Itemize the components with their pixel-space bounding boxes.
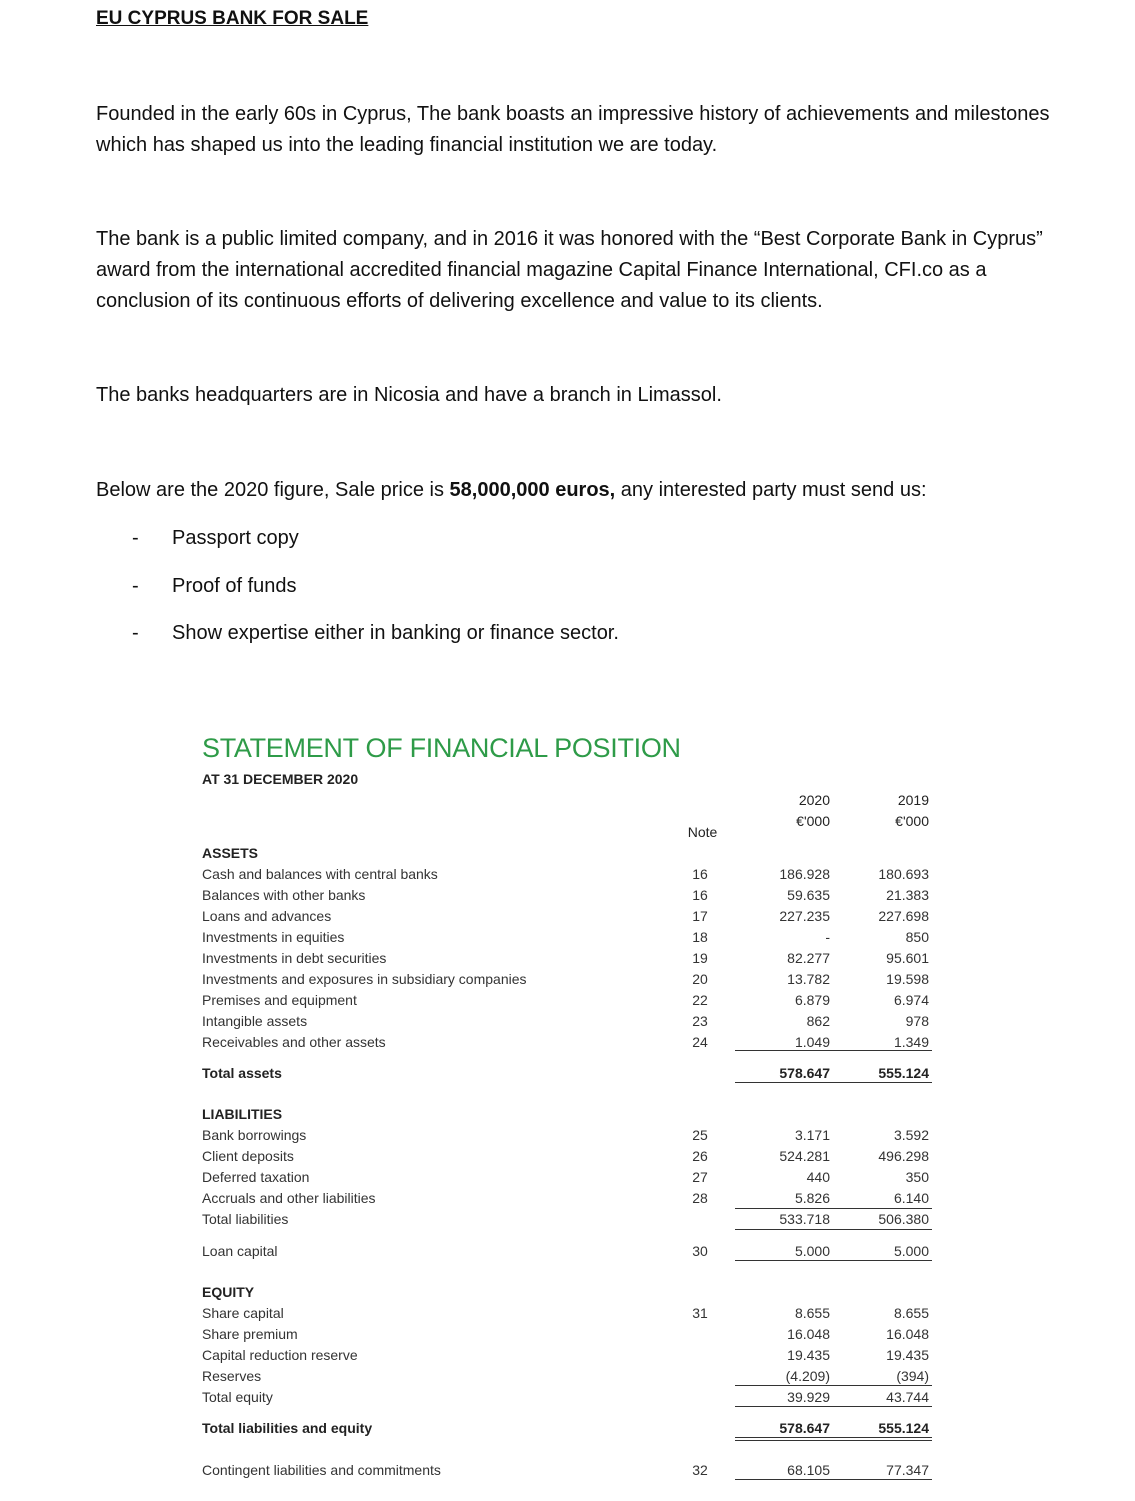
total-underline xyxy=(735,1082,835,1083)
row-note: 23 xyxy=(692,1013,708,1029)
sale-price-paragraph xyxy=(96,475,1056,506)
row-note: 30 xyxy=(692,1243,708,1259)
row-label: Client deposits xyxy=(202,1148,294,1164)
value-2019: 43.744 xyxy=(886,1389,929,1405)
statement-title: STATEMENT OF FINANCIAL POSITION xyxy=(202,733,681,763)
row-label: Investments and exposures in subsidiary companies xyxy=(202,971,527,987)
column-2020-unit: €'000 xyxy=(796,813,830,829)
value-2019: 6.140 xyxy=(893,1190,929,1206)
value-2020: 227.235 xyxy=(779,908,830,924)
row-note: 28 xyxy=(692,1190,708,1206)
statement-subtitle: AT 31 DECEMBER 2020 xyxy=(202,771,359,787)
line-item-row xyxy=(0,992,1135,1012)
bullet-dash: - xyxy=(132,527,139,549)
row-label: Premises and equipment xyxy=(202,992,357,1008)
section-heading-row xyxy=(0,1284,1135,1304)
column-note-header: Note xyxy=(687,824,718,840)
total-underline xyxy=(835,1385,932,1386)
value-2020: (4.209) xyxy=(785,1368,830,1384)
total-underline xyxy=(735,1437,835,1438)
row-label: Total assets xyxy=(202,1065,282,1081)
value-2020: 82.277 xyxy=(787,950,830,966)
headquarters-paragraph: The banks headquarters are in Nicosia and have a branch in Limassol. xyxy=(96,384,722,406)
value-2020: 39.929 xyxy=(787,1389,830,1405)
total-underline xyxy=(835,1437,932,1438)
total-row xyxy=(0,1389,1135,1409)
total-underline xyxy=(835,1082,932,1083)
total-underline xyxy=(735,1440,835,1441)
total-underline xyxy=(835,1229,932,1230)
total-underline xyxy=(735,1208,835,1209)
value-2020: 68.105 xyxy=(787,1462,830,1478)
value-2020: 19.435 xyxy=(787,1347,830,1363)
value-2020: 3.171 xyxy=(794,1127,830,1143)
row-label: Bank borrowings xyxy=(202,1127,307,1143)
value-2020: 5.000 xyxy=(794,1243,830,1259)
row-label: Loan capital xyxy=(202,1243,278,1259)
line-item-row xyxy=(0,1305,1135,1325)
total-underline xyxy=(835,1050,932,1051)
total-underline xyxy=(735,1385,835,1386)
value-2019: 350 xyxy=(905,1169,929,1185)
value-2020: - xyxy=(825,929,830,945)
total-underline xyxy=(835,1479,932,1480)
total-underline xyxy=(735,1229,835,1230)
value-2020: 1.049 xyxy=(794,1034,830,1050)
total-row xyxy=(0,1211,1135,1231)
intro-paragraph: Founded in the early 60s in Cyprus, The bank boasts an impressive history of achievements and milestones which has shaped us into the leading financial institution we are today. xyxy=(96,103,1050,156)
value-2020: 5.826 xyxy=(794,1190,830,1206)
line-item-row xyxy=(0,1034,1135,1054)
row-note: 17 xyxy=(692,908,708,924)
row-note: 22 xyxy=(692,992,708,1008)
value-2019: 978 xyxy=(905,1013,929,1029)
row-label: Share premium xyxy=(202,1326,298,1342)
total-underline xyxy=(835,1406,932,1407)
value-2019: 21.383 xyxy=(886,887,929,903)
row-label: Contingent liabilities and commitments xyxy=(202,1462,441,1478)
total-row xyxy=(0,1420,1135,1440)
row-label: ASSETS xyxy=(202,845,259,861)
row-note: 26 xyxy=(692,1148,708,1164)
value-2019: 1.349 xyxy=(893,1034,929,1050)
row-note: 16 xyxy=(692,887,708,903)
value-2019: 6.974 xyxy=(893,992,929,1008)
value-2019: 77.347 xyxy=(886,1462,929,1478)
row-label: Cash and balances with central banks xyxy=(202,866,438,882)
row-label: Receivables and other assets xyxy=(202,1034,386,1050)
line-item-row xyxy=(0,1243,1135,1263)
value-2019: 850 xyxy=(905,929,929,945)
value-2020: 6.879 xyxy=(794,992,830,1008)
line-item-row xyxy=(0,1347,1135,1367)
award-paragraph: The bank is a public limited company, and in 2016 it was honored with the “Best Corporate Bank in Cyprus” award from the international accredited financial magazine Capital Finance International, CFI.co as a conclusion of its continuous efforts of delivering excellence and value to its clients. xyxy=(96,228,1043,312)
value-2020: 8.655 xyxy=(794,1305,830,1321)
value-2020: 59.635 xyxy=(787,887,830,903)
total-underline xyxy=(735,1050,835,1051)
row-label: Intangible assets xyxy=(202,1013,308,1029)
line-item-row xyxy=(0,950,1135,970)
bullet-dash: - xyxy=(132,622,139,644)
row-label: Total equity xyxy=(202,1389,273,1405)
line-item-row xyxy=(0,929,1135,949)
line-item-row xyxy=(0,1127,1135,1147)
row-label: LIABILITIES xyxy=(202,1106,283,1122)
sale-price-intro: Below are the 2020 figure, Sale price is xyxy=(96,479,450,501)
row-label: Share capital xyxy=(202,1305,284,1321)
line-item-row xyxy=(0,1326,1135,1346)
total-underline xyxy=(835,1440,932,1441)
value-2020: 16.048 xyxy=(787,1326,830,1342)
line-item-row xyxy=(0,908,1135,928)
total-row xyxy=(0,1065,1135,1085)
row-label: Capital reduction reserve xyxy=(202,1347,358,1363)
value-2020: 13.782 xyxy=(787,971,830,987)
sale-price: 58,000,000 euros, xyxy=(449,479,616,501)
row-note: 16 xyxy=(692,866,708,882)
row-note: 27 xyxy=(692,1169,708,1185)
value-2019: 555.124 xyxy=(878,1420,929,1436)
row-label: Loans and advances xyxy=(202,908,332,924)
value-2020: 578.647 xyxy=(779,1420,830,1436)
value-2019: 227.698 xyxy=(878,908,929,924)
row-label: Deferred taxation xyxy=(202,1169,310,1185)
value-2020: 186.928 xyxy=(779,866,830,882)
sale-price-outro: any interested party must send us: xyxy=(615,479,927,501)
row-note: 31 xyxy=(692,1305,708,1321)
requirement-text: Passport copy xyxy=(172,527,299,549)
total-underline xyxy=(735,1260,835,1261)
value-2019: 180.693 xyxy=(878,866,929,882)
value-2020: 578.647 xyxy=(779,1065,830,1081)
value-2019: 19.598 xyxy=(886,971,929,987)
line-item-row xyxy=(0,1169,1135,1189)
section-heading-row xyxy=(0,845,1135,865)
line-item-row xyxy=(0,1013,1135,1033)
value-2019: 555.124 xyxy=(878,1065,929,1081)
value-2020: 440 xyxy=(806,1169,830,1185)
page-title: EU CYPRUS BANK FOR SALE xyxy=(96,8,369,29)
row-note: 18 xyxy=(692,929,708,945)
row-label: Total liabilities xyxy=(202,1211,289,1227)
total-underline xyxy=(735,1479,835,1480)
row-label: Balances with other banks xyxy=(202,887,366,903)
row-label: Investments in equities xyxy=(202,929,345,945)
total-underline xyxy=(835,1208,932,1209)
line-item-row xyxy=(0,1148,1135,1168)
row-label: Investments in debt securities xyxy=(202,950,387,966)
value-2019: 496.298 xyxy=(878,1148,929,1164)
value-2020: 862 xyxy=(806,1013,830,1029)
row-note: 19 xyxy=(692,950,708,966)
requirement-text: Proof of funds xyxy=(172,575,297,597)
row-note: 24 xyxy=(692,1034,708,1050)
row-label: EQUITY xyxy=(202,1284,255,1300)
line-item-row xyxy=(0,866,1135,886)
row-label: Accruals and other liabilities xyxy=(202,1190,376,1206)
total-underline xyxy=(735,1406,835,1407)
value-2019: 19.435 xyxy=(886,1347,929,1363)
column-2019-unit: €'000 xyxy=(895,813,929,829)
value-2020: 533.718 xyxy=(779,1211,830,1227)
line-item-row xyxy=(0,1190,1135,1210)
value-2020: 524.281 xyxy=(779,1148,830,1164)
requirement-text: Show expertise either in banking or finance sector. xyxy=(172,622,619,644)
section-heading-row xyxy=(0,1106,1135,1126)
value-2019: 8.655 xyxy=(893,1305,929,1321)
column-2019-year: 2019 xyxy=(897,792,929,808)
value-2019: (394) xyxy=(896,1368,929,1384)
value-2019: 3.592 xyxy=(893,1127,929,1143)
row-note: 32 xyxy=(692,1462,708,1478)
row-label: Total liabilities and equity xyxy=(202,1420,373,1436)
value-2019: 16.048 xyxy=(886,1326,929,1342)
line-item-row xyxy=(0,1368,1135,1388)
row-label: Reserves xyxy=(202,1368,262,1384)
line-item-row xyxy=(0,887,1135,907)
line-item-row xyxy=(0,1462,1135,1482)
value-2019: 506.380 xyxy=(878,1211,929,1227)
value-2019: 5.000 xyxy=(893,1243,929,1259)
value-2019: 95.601 xyxy=(886,950,929,966)
row-note: 25 xyxy=(692,1127,708,1143)
total-underline xyxy=(835,1260,932,1261)
column-2020-year: 2020 xyxy=(798,792,830,808)
line-item-row xyxy=(0,971,1135,991)
bullet-dash: - xyxy=(132,575,139,597)
row-note: 20 xyxy=(692,971,708,987)
